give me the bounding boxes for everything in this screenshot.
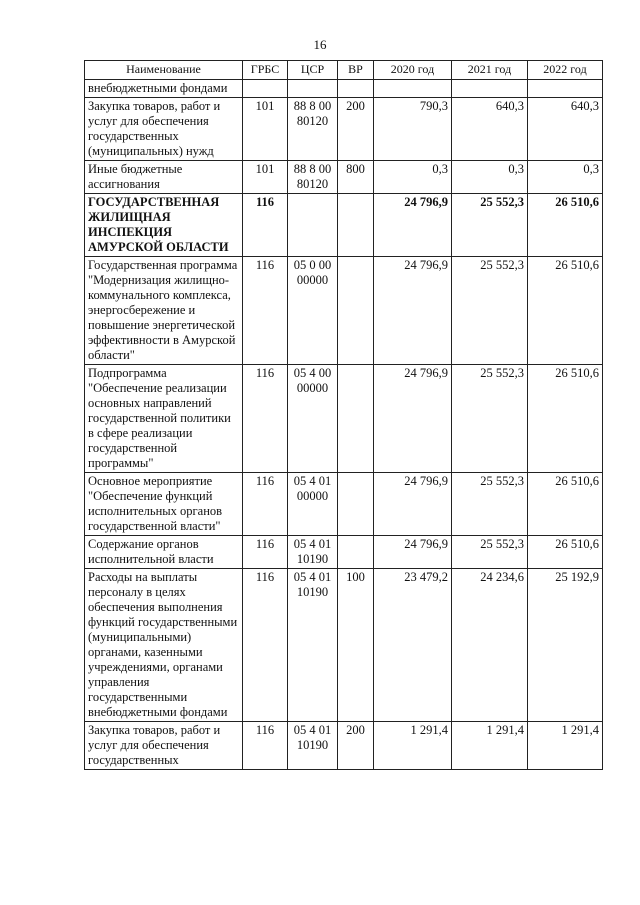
cell-vr: [338, 194, 374, 257]
cell-2022: 25 192,9: [528, 569, 603, 722]
cell-name: Расходы на выплаты персоналу в целях обеспечения выполнения функций государственными (муниципальными) органами, казенными учреждениями, органами управления государственными внебюджетными фондами: [85, 569, 243, 722]
cell-name: внебюджетными фондами: [85, 80, 243, 98]
cell-csr: 05 4 01 10190: [288, 569, 338, 722]
cell-name: Иные бюджетные ассигнования: [85, 161, 243, 194]
cell-vr: 200: [338, 98, 374, 161]
cell-csr: [288, 194, 338, 257]
table-row: [85, 473, 603, 536]
cell-2022: 26 510,6: [528, 536, 603, 569]
cell-2021: 25 552,3: [452, 536, 528, 569]
table-row: [85, 722, 603, 770]
cell-2022: 0,3: [528, 161, 603, 194]
cell-2021: 25 552,3: [452, 194, 528, 257]
cell-grbs: 116: [243, 473, 288, 536]
cell-2020: 24 796,9: [374, 194, 452, 257]
cell-2020: 790,3: [374, 98, 452, 161]
cell-grbs: 116: [243, 194, 288, 257]
cell-csr: 05 4 00 00000: [288, 365, 338, 473]
cell-vr: [338, 257, 374, 365]
page-number: 16: [313, 37, 327, 52]
column-header-name: Наименование: [85, 61, 243, 80]
cell-vr: [338, 473, 374, 536]
cell-2022: 26 510,6: [528, 365, 603, 473]
cell-2020: [374, 80, 452, 98]
cell-csr: 05 4 01 10190: [288, 536, 338, 569]
cell-csr: 05 4 01 00000: [288, 473, 338, 536]
cell-csr: 05 0 00 00000: [288, 257, 338, 365]
table-row: [85, 194, 603, 257]
cell-2022: 1 291,4: [528, 722, 603, 770]
cell-2020: 24 796,9: [374, 473, 452, 536]
cell-2022: 26 510,6: [528, 257, 603, 365]
cell-csr: [288, 80, 338, 98]
cell-csr: 05 4 01 10190: [288, 722, 338, 770]
cell-2020: 24 796,9: [374, 257, 452, 365]
table-row: [85, 257, 603, 365]
column-header-grbs: ГРБС: [243, 61, 288, 80]
cell-vr: 200: [338, 722, 374, 770]
cell-grbs: 116: [243, 365, 288, 473]
cell-grbs: 116: [243, 722, 288, 770]
table-row: [85, 161, 603, 194]
cell-name: Основное мероприятие "Обеспечение функций исполнительных органов государственной власти": [85, 473, 243, 536]
cell-2021: 25 552,3: [452, 473, 528, 536]
cell-name: Закупка товаров, работ и услуг для обеспечения государственных (муниципальных) нужд: [85, 98, 243, 161]
table-row: [85, 80, 603, 98]
cell-vr: [338, 536, 374, 569]
cell-grbs: 116: [243, 569, 288, 722]
cell-2020: 24 796,9: [374, 365, 452, 473]
cell-grbs: [243, 80, 288, 98]
table-header-row: [85, 61, 603, 80]
column-header-2022: 2022 год: [528, 61, 603, 80]
column-header-2021: 2021 год: [452, 61, 528, 80]
cell-grbs: 116: [243, 536, 288, 569]
cell-2021: 0,3: [452, 161, 528, 194]
cell-name: Закупка товаров, работ и услуг для обеспечения государственных: [85, 722, 243, 770]
cell-vr: 100: [338, 569, 374, 722]
cell-name: Государственная программа "Модернизация жилищно-коммунального комплекса, энергосбережение и повышение энергетической эффективности в Амурской области": [85, 257, 243, 365]
cell-2022: 26 510,6: [528, 194, 603, 257]
cell-name: Содержание органов исполнительной власти: [85, 536, 243, 569]
cell-2022: [528, 80, 603, 98]
cell-2021: 24 234,6: [452, 569, 528, 722]
cell-2022: 640,3: [528, 98, 603, 161]
cell-2021: 25 552,3: [452, 365, 528, 473]
cell-2021: 640,3: [452, 98, 528, 161]
cell-grbs: 116: [243, 257, 288, 365]
column-header-vr: ВР: [338, 61, 374, 80]
cell-csr: 88 8 00 80120: [288, 161, 338, 194]
cell-2020: 23 479,2: [374, 569, 452, 722]
cell-csr: 88 8 00 80120: [288, 98, 338, 161]
cell-2021: 25 552,3: [452, 257, 528, 365]
cell-2020: 24 796,9: [374, 536, 452, 569]
cell-vr: [338, 365, 374, 473]
cell-2020: 0,3: [374, 161, 452, 194]
budget-table: [84, 60, 603, 770]
cell-2021: 1 291,4: [452, 722, 528, 770]
table-row: [85, 569, 603, 722]
cell-vr: [338, 80, 374, 98]
column-header-csr: ЦСР: [288, 61, 338, 80]
cell-grbs: 101: [243, 98, 288, 161]
table-row: [85, 98, 603, 161]
cell-2021: [452, 80, 528, 98]
cell-name: Подпрограмма "Обеспечение реализации основных направлений государственной политики в сфере реализации государственной программы": [85, 365, 243, 473]
table-row: [85, 536, 603, 569]
table-row: [85, 365, 603, 473]
cell-2022: 26 510,6: [528, 473, 603, 536]
cell-2020: 1 291,4: [374, 722, 452, 770]
cell-vr: 800: [338, 161, 374, 194]
cell-name: ГОСУДАРСТВЕННАЯ ЖИЛИЩНАЯ ИНСПЕКЦИЯ АМУРСКОЙ ОБЛАСТИ: [85, 194, 243, 257]
cell-grbs: 101: [243, 161, 288, 194]
column-header-2020: 2020 год: [374, 61, 452, 80]
